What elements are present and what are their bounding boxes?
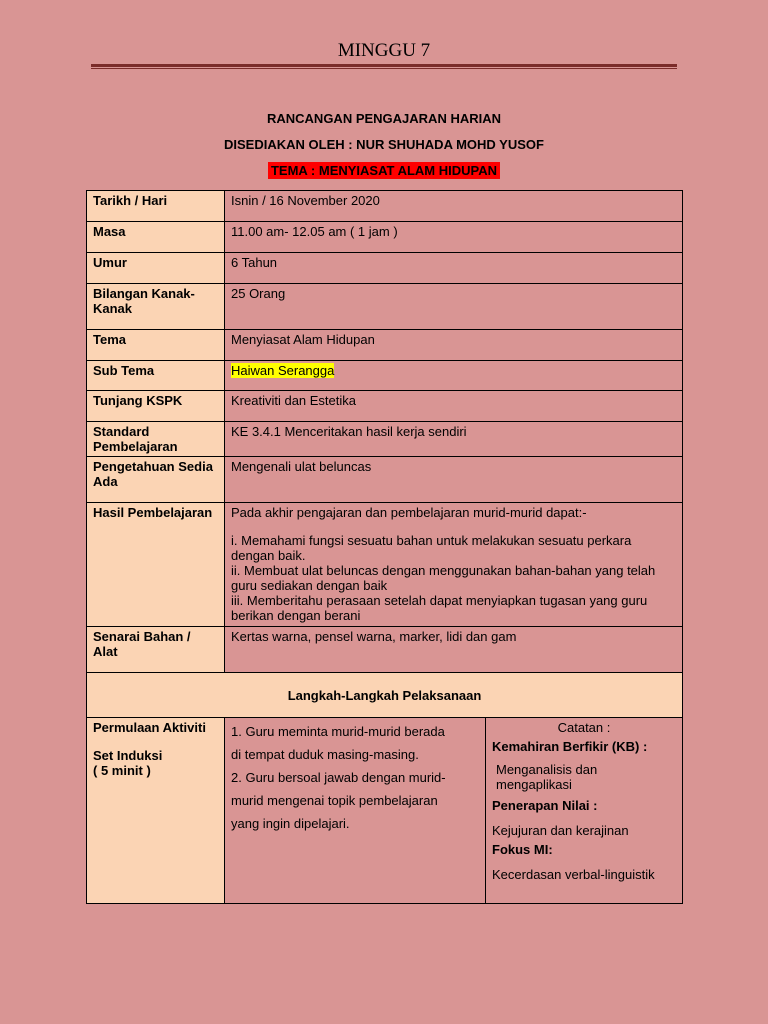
kb-label: Kemahiran Berfikir (KB) :: [492, 739, 648, 754]
activity-line: 1. Guru meminta murid-murid berada: [231, 724, 445, 739]
hasil-intro: Pada akhir pengajaran dan pembelajaran murid-murid dapat:-: [231, 505, 587, 520]
activity-line: 2. Guru bersoal jawab dengan murid-: [231, 770, 446, 785]
steps-heading: Langkah-Langkah Pelaksanaan: [87, 673, 683, 718]
row-value-masa: 11.00 am- 12.05 am ( 1 jam ): [225, 222, 683, 253]
row-label-subtema: Sub Tema: [87, 361, 225, 391]
permulaan-label: Permulaan Aktiviti: [93, 720, 206, 735]
row-label-tarikh: Tarikh / Hari: [87, 191, 225, 222]
row-value-umur: 6 Tahun: [225, 253, 683, 284]
set-induksi-label: Set Induksi: [93, 748, 163, 763]
row-label-tunjang: Tunjang KSPK: [87, 391, 225, 422]
row-value-bahan: Kertas warna, pensel warna, marker, lidi dan gam: [225, 627, 683, 673]
hasil-item-2: ii. Membuat ulat beluncas dengan menggunakan bahan-bahan yang telah guru sediakan dengan baik: [231, 563, 656, 593]
row-value-pengetahuan: Mengenali ulat beluncas: [225, 457, 683, 503]
table-row: [87, 627, 683, 673]
row-label-umur: Umur: [87, 253, 225, 284]
hasil-item-1: i. Memahami fungsi sesuatu bahan untuk melakukan sesuatu perkara dengan baik.: [231, 533, 632, 563]
row-value-bilangan: 25 Orang: [225, 284, 683, 330]
row-value-standard: KE 3.4.1 Menceritakan hasil kerja sendiri: [225, 422, 683, 457]
row-label-permulaan: [87, 718, 225, 904]
catatan-cell: [486, 718, 683, 904]
subtema-highlight: Haiwan Serangga: [231, 363, 335, 378]
table-row: [87, 361, 683, 391]
table-row: [87, 222, 683, 253]
theme-banner: [0, 162, 768, 180]
catatan-title: Catatan :: [557, 720, 611, 735]
permulaan-activities: [225, 718, 486, 904]
row-label-bilangan: Bilangan Kanak-Kanak: [87, 284, 225, 330]
row-value-tunjang: Kreativiti dan Estetika: [225, 391, 683, 422]
table-row: [87, 330, 683, 361]
table-row: [87, 718, 683, 904]
mi-value: Kecerdasan verbal-linguistik: [492, 867, 655, 882]
activity-line: di tempat duduk masing-masing.: [231, 747, 419, 762]
header-rule: [91, 64, 677, 67]
row-label-pengetahuan: Pengetahuan Sedia Ada: [87, 457, 225, 503]
row-value-tema: Menyiasat Alam Hidupan: [225, 330, 683, 361]
header-rule-thin: [91, 68, 677, 69]
table-row: [87, 391, 683, 422]
table-row: [87, 457, 683, 503]
row-label-standard: Standard Pembelajaran: [87, 422, 225, 457]
table-row: [87, 673, 683, 718]
lesson-plan-table: [86, 190, 683, 904]
row-label-tema: Tema: [87, 330, 225, 361]
prepared-by: DISEDIAKAN OLEH : NUR SHUHADA MOHD YUSOF: [224, 137, 544, 152]
row-value-subtema: [225, 361, 683, 391]
table-row: [87, 503, 683, 627]
row-label-bahan: Senarai Bahan / Alat: [87, 627, 225, 673]
table-row: [87, 191, 683, 222]
table-row: [87, 284, 683, 330]
row-value-tarikh: Isnin / 16 November 2020: [225, 191, 683, 222]
kb-value: Menganalisis dan mengaplikasi: [496, 762, 598, 792]
theme-label: TEMA : MENYIASAT ALAM HIDUPAN: [268, 162, 500, 179]
row-label-hasil: Hasil Pembelajaran: [87, 503, 225, 627]
duration-label: ( 5 minit ): [93, 763, 151, 778]
table-row: [87, 422, 683, 457]
mi-label: Fokus MI:: [492, 842, 553, 857]
table-row: [87, 253, 683, 284]
activity-line: murid mengenai topik pembelajaran: [231, 793, 438, 808]
document-title: RANCANGAN PENGAJARAN HARIAN: [266, 111, 501, 126]
hasil-item-3: iii. Memberitahu perasaan setelah dapat menyiapkan tugasan yang guru berikan dengan berani: [231, 593, 648, 623]
row-value-hasil: [225, 503, 683, 627]
nilai-value: Kejujuran dan kerajinan: [492, 823, 629, 838]
nilai-label: Penerapan Nilai :: [492, 798, 598, 813]
row-label-masa: Masa: [87, 222, 225, 253]
activity-line: yang ingin dipelajari.: [231, 816, 350, 831]
week-heading: MINGGU 7: [337, 40, 431, 61]
